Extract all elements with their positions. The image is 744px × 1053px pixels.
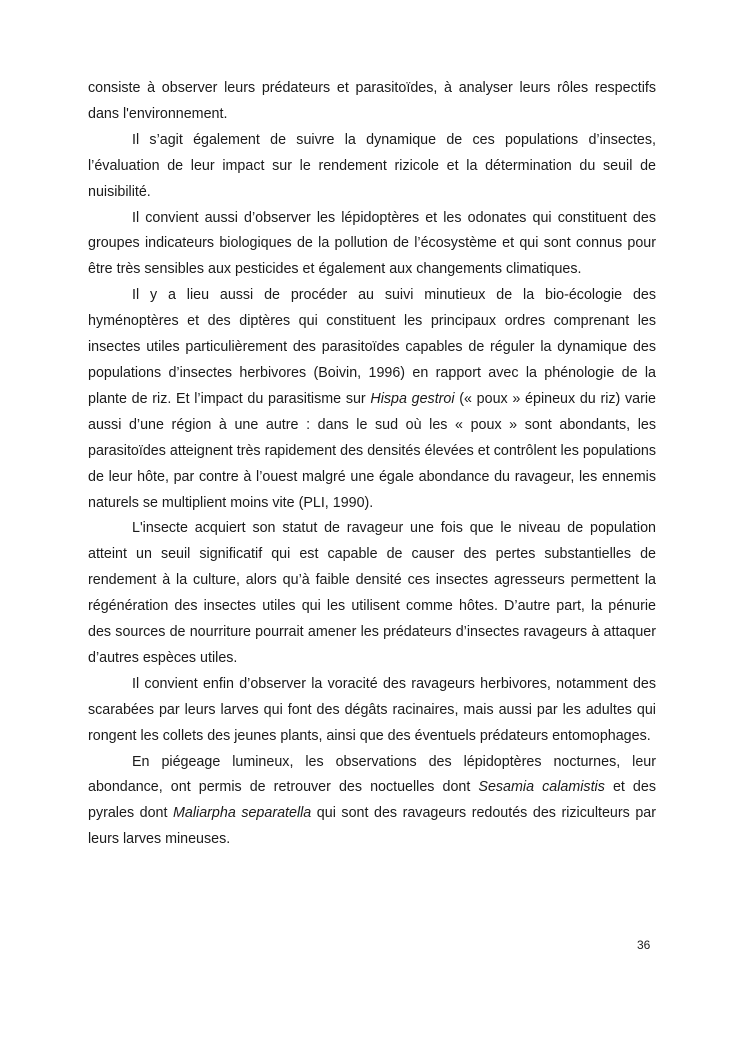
paragraph-5 xyxy=(88,516,656,671)
text-segment: Il s’agit également de suivre la dynamique de ces populations d’insectes, l’évaluation de leur impact sur le rendement rizicole et la détermination du seuil de nuisibilité. xyxy=(88,131,656,200)
species-name-italic: Sesamia calamistis xyxy=(478,779,605,796)
page-number: 36 xyxy=(637,938,651,952)
paragraph-3 xyxy=(88,206,656,284)
text-segment: (« poux » épineux du riz) varie aussi d’une région à une autre : dans le sud où les « poux » sont abondants, les parasitoïdes atteignent très rapidement des densités élevées et contrôlent les populations de leur hôte, par contre à l’ouest malgré une égale abondance du ravageur, les ennemis naturels se multiplient moins vite (PLI, 1990). xyxy=(88,390,656,511)
paragraph-2 xyxy=(88,128,656,206)
text-segment: Il convient enfin d’observer la voracité des ravageurs herbivores, notamment des scarabées par leurs larves qui font des dégâts racinaires, mais aussi par les adultes qui rongent les collets des jeunes plants, ainsi que des éventuels prédateurs entomophages. xyxy=(88,675,656,744)
species-name-italic: Hispa gestroi xyxy=(370,390,455,407)
text-segment: Il convient aussi d’observer les lépidoptères et les odonates qui constituent des groupes indicateurs biologiques de la pollution de l’écosystème et qui sont connus pour être très sensibles aux pesticides et également aux changements climatiques. xyxy=(88,209,656,278)
paragraph-7 xyxy=(88,750,656,854)
text-segment: En piégeage lumineux, les observations des lépidoptères nocturnes, leur abondance, ont permis de retrouver des noctuelles dont xyxy=(88,753,656,796)
paragraph-1 xyxy=(88,76,656,128)
text-segment: consiste à observer leurs prédateurs et parasitoïdes, à analyser leurs rôles respectifs dans l'environnement. xyxy=(88,80,656,122)
paragraph-4 xyxy=(88,283,656,516)
text-segment: qui sont des ravageurs redoutés des riziculteurs par leurs larves mineuses. xyxy=(88,805,656,848)
text-segment: Il y a lieu aussi de procéder au suivi minutieux de la bio-écologie des hyménoptères et des diptères qui constituent les principaux ordres comprenant les insectes utiles particulièrement des parasitoïdes capables de réguler la dynamique des populations d’insectes herbivores (Boivin, 1996) en rapport avec la phénologie de la plante de riz. Et l’impact du parasitisme sur xyxy=(88,287,656,407)
text-segment: L'insecte acquiert son statut de ravageur une fois que le niveau de population atteint un seuil significatif qui est capable de causer des pertes substantielles de rendement à la culture, alors qu’à faible densité ces insectes agresseurs permettent la régénération des insectes utiles qui les utilisent comme hôtes. D’autre part, la pénurie des sources de nourriture pourrait amener les prédateurs d’insectes ravageurs à attaquer d’autres espèces utiles. xyxy=(88,520,656,666)
text-segment: et des pyrales dont xyxy=(88,779,656,822)
body-text xyxy=(88,76,656,853)
species-name-italic: Maliarpha separatella xyxy=(173,805,312,822)
paragraph-6 xyxy=(88,672,656,750)
